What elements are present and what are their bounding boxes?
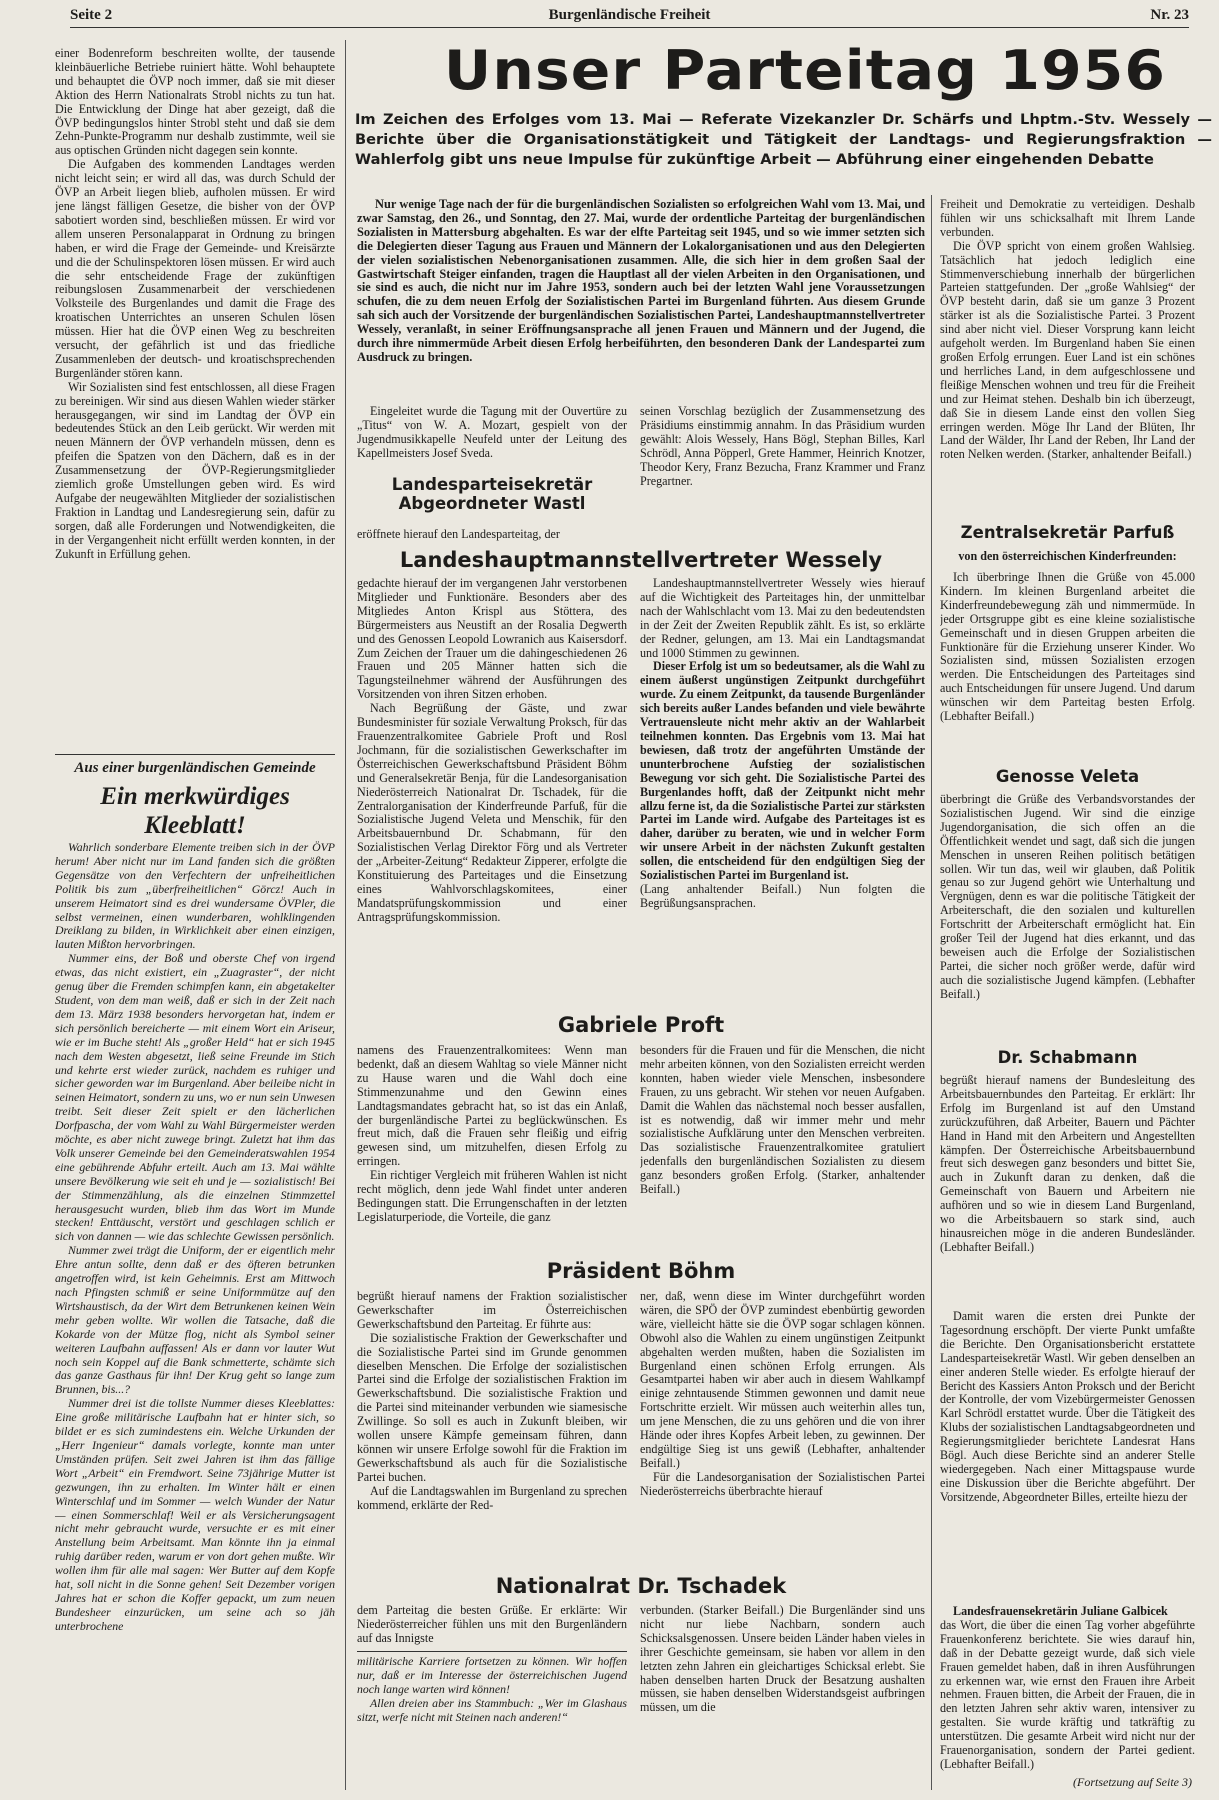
lead-paragraph bbox=[357, 198, 925, 365]
paragraph-proft-left: namens des Frauenzentralkomitees: Wenn man bedenkt, daß an diesem Wahltag so viele Männer nicht zu Hause waren und die Wahl doch eine Stimmenzunahme und den Gewinn eines Landtagsmandates gebracht hat, so ist das ein Anlaß, der burgenländische Partei zu beglückwünschen. Es freut mich, daß die Frauen sehr fleißig und eifrig gewesen sind, um mitzuhelfen, diesen Erfolg zu erringen. bbox=[357, 1044, 627, 1169]
paragraph-right-2: Die ÖVP spricht von einem großen Wahlsieg. Tatsächlich hat jedoch lediglich eine Stimmenverschiebung innerhalb der bürgerlichen Parteien stattgefunden. Der „große Wahlsieg“ der ÖVP besteht darin, daß sie um ganze 3 Prozent stärker ist als die Sozialistische Partei. 3 Prozent sind aber nicht viel. Dieser Vorsprung kann leicht aufgeholt werden. Im Burgenland haben Sie einen großen Erfolg errungen. Euer Land ist ein schönes und herrliches Land, in dem aufgeschlossene und fleißige Menschen wohnen und treu für die Freiheit und zur Heimat stehen. Deshalb bin ich überzeugt, daß Sie in diesem Lande einst den vollen Sieg erringen werden. Möge Ihr Land der Blüten, Ihr Land der Wälder, Ihr Land der Reben, Ihr Land der roten Nelken werden. (Starker, anhaltender Beifall.) bbox=[940, 238, 1195, 462]
paragraph-wessely-left: gedachte hierauf der im vergangenen Jahr verstorbenen Mitglieder und Funktionäre. Besonders aber des Mitgliedes Anton Krispl aus Stöttera, des Bürgermeisters aus Neustift an der Rosalia Degwerth und des Genossen Leopold Lowranich aus Kaisersdorf. Zum Zeichen der Trauer um die dahingeschiedenen 26 Frauen und 205 Männer hatten sich die Tagungsteilnehmer während der Ausführungen des Vorsitzenden von ihren Sitzen erhoben. bbox=[357, 577, 627, 702]
column-rule bbox=[345, 40, 346, 1790]
heading-proft: Gabriele Proft bbox=[557, 1013, 725, 1037]
continued-note[interactable]: (Fortsetzung auf Seite 3) bbox=[1073, 1775, 1192, 1789]
paragraph-boehm-left: begrüßt hierauf namens der Fraktion sozialistischer Gewerkschafter im Österreichischen Gewerkschaftsbund den Parteitag. Er führte aus: bbox=[357, 1290, 627, 1331]
paragraph-guests: Nach Begrüßung der Gäste, und zwar Bundesminister für soziale Verwaltung Proksch, für das Frauenzentralkomitee Gabriele Proft und Rosl Jochmann, für die sozialistischen Gewerkschafter im Österreichischen Gewerkschaftsbund Präsident Böhm und Generalsekretär Benja, für die Landesorganisation Niederösterreich Nationalrat Dr. Tschadek, für die Zentralorganisation der Kinderfreunde Parfuß, für die Sozialistische Jugend Veleta und Menschik, für den Arbeitsbauernbund Dr. Schabmann, für den Sozialistischen Verlag Direktor Förg und als Vertreter der „Arbeiter-Zeitung“ Redakteur Zipperer, erfolgte die Konstituierung des Parteitages und die Einsetzung eines Wahlvorschlagskomitees, einer Mandatsprüfungskommission und einer Antragsprüfungskommission. bbox=[357, 701, 627, 924]
parfuss-subhead: von den österreichischen Kinderfreunden: bbox=[958, 549, 1177, 563]
heading-tschadek: Nationalrat Dr. Tschadek bbox=[495, 1574, 787, 1598]
paragraph-veleta: überbringt die Grüße des Verbandsvorstandes der Sozialistischen Jugend. Wir sind die einzige Jugendorganisation, die sich offen an die Öffentlichkeit wendet und sagt, daß sich die jungen Menschen in unseren Reihen politisch betätigen sollen. Wir tun das, weil wir glauben, daß Politik genau so zur Jugend gehört wie Unterhaltung und Vergnügen, denn es war die politische Tätigkeit der Arbeiterschaft, die den sozialen und kulturellen Fortschritt der Arbeiterschaft ermöglicht hat. Ein großer Teil der Jugend hat dies erkannt, und das beweisen auch die Erfolge der Sozialistischen Partei, die sicher noch größer werde, dafür wird auch die sozialistische Jugend kämpfen. (Lebhafter Beifall.) bbox=[940, 793, 1195, 1001]
heading-schabmann: Dr. Schabmann bbox=[997, 1048, 1138, 1067]
heading-boehm: Präsident Böhm bbox=[546, 1259, 736, 1283]
mid-col-h bbox=[640, 1290, 925, 1570]
right-col-e bbox=[940, 1310, 1195, 1605]
paragraph-schabmann: begrüßt hierauf namens der Bundesleitung des Arbeitsbauernbundes den Parteitag. Er erklärt: Ihr Erfolg im Burgenland ist auf den Umstand zurückzuführen, daß Arbeiter, Bauern und Pächter Hand in Hand mit den Arbeitern und Angestellten kämpfen. Der Österreichische Arbeitsbauernbund freut sich deswegen ganz besonders und bittet Sie, auch in Zukunft daran zu denken, daß die Gemeinschaft von Bauern und Arbeitern nie aufhören und so wie in diesem Land Burgenland, wo die Arbeitsbauern so stark sind, auch hinausreichen möge in die anderen Bundesländer. (Lebhafter Beifall.) bbox=[940, 1074, 1195, 1254]
paragraph-opening: Eingeleitet wurde die Tagung mit der Ouvertüre zu „Titus“ von W. A. Mozart, gespielt von der Jugendmusikkapelle Neufeld unter der Leitung des Kapellmeisters Josef Sveda. bbox=[357, 405, 627, 460]
paragraph-berichte: Damit waren die ersten drei Punkte der Tagesordnung erschöpft. Der vierte Punkt umfaßte die Berichte. Den Organisationsbericht erstattete Landesparteisekretär Wastl. Wir geben denselben an einer anderen Stelle wieder. Es erfolgte hierauf der Bericht des Kassiers Anton Proksch und der Bericht der Kontrolle, der vom Vizebürgermeister Genossen Karl Schrödl erstattet wurde. Über die Tätigkeit des Klubs der sozialistischen Landtagsabgeordneten und Regierungsmitglieder berichtete Landesrat Hans Bögl. Auch diese Berichte sind an anderer Stelle wiedergegeben. Nach einer Mittagspause wurde eine Diskussion über die Berichte abgeführt. Der Vorsitzende, Abgeordneter Billes, erteilte hiezu der bbox=[940, 1310, 1195, 1504]
paragraph-tschadek-left: dem Parteitag die besten Grüße. Er erklärte: Wir Niederösterreicher fühlen uns mit den Burgenländern auf das Innigste bbox=[357, 1604, 627, 1645]
mid-col-a2 bbox=[357, 528, 627, 544]
article-paragraph: Die Aufgaben des kommenden Landtages werden nicht leicht sein; er wird all das, was durch Schuld der ÖVP an Arbeit liegen blieb, aufholen müssen. Er wird jene längst fälligen Gesetze, die bisher von der ÖVP sabotiert worden sind, beschließen müssen. Er wird vor allem unseren Personalapparat in Ordnung zu bringen haben, er wird die Frage der Gemeinde- und Kreisärzte und die der Schulinspektoren lösen müssen. Er wird auch die sehr entscheidende Frage der zukünftigen reibungslosen Zusammenarbeit der verschiedenen Volksteile des Burgenlandes und damit die Frage des kroatischen Unterrichtes an unseren Schulen lösen müssen. Hier hat die ÖVP einen Weg zu beschreiten versucht, der gefährlich ist und das friedliche Zusammenleben der deutsch- und kroatischsprechenden Burgenländer stören kann. bbox=[55, 157, 335, 380]
story-paragraph: Nummer eins, der Boß und oberste Chef von irgend etwas, das nicht existiert, ein „Zuagraster“, der nicht genug über die Fremden schimpfen kann, ein abgetakelter Student, von dem man weiß, daß er sich in der Zeit nach dem 13. März 1938 besonders hervorgetan hat, indem er sich persönlich bereicherte — mit einem Wort ein Ariseur, wie er im Buche steht! Als „großer Held“ hat er sich 1945 nach dem Westen abgesetzt, ließ seine Freunde im Stich und kehrte erst wieder zurück, nachdem es ruhiger und sicher geworden war im Burgenland. Aber beileibe nicht in seinen Heimatort, sondern zu uns, wo er nun sein Unwesen treibt. Seit dieser Zeit spielt er den lächerlichen Dorfpascha, der vom Wahl zu Wahl Bürgermeister werden möchte, es aber nicht zuwege bringt. Zuletzt hat ihm das Volk unserer Gemeinde bei den Gemeinderatswahlen 1954 eine gebührende Abfuhr erteilt. Auch am 13. Mai wählte unsere Bevölkerung wie seit eh und je — sozialistisch! Bei der Stimmenzählung, als die einzelnen Stimmzettel herausgesucht wurden, blieb ihm das Wort im Munde stecken! Enttäuscht, verstört und geschlagen schlich er sich von dannen — wie das schlechte Gewissen persönlich. bbox=[55, 951, 335, 1244]
mid-col-c bbox=[357, 577, 627, 1009]
paragraph-galbicek: das Wort, die über die einen Tag vorher abgeführte Frauenkonferenz berichtete. Sie wies darauf hin, daß in der Debatte gezeigt wurde, daß sich viele Frauen gemeldet haben, daß in ihren Ausführungen zu erkennen war, wie ernst den Frauen ihre Arbeit nehmen. Frauen bitten, die Arbeit der Frauen, die in den letzten Jahren sehr aktiv waren, intensiver zu gestalten. Sie wurde kräftig und tatkräftig zu unterstützen. Die gesamte Arbeit wird nicht nur der Frauenorganisation, sondern der Partei gedient. (Lebhafter Beifall.) bbox=[940, 1617, 1195, 1771]
right-col-a bbox=[940, 198, 1195, 578]
story-paragraph: Nummer drei ist die tollste Nummer dieses Kleeblattes: Eine große militärische Laufbahn hat er hinter sich, so bildet er es sich zumindestens ein. Welche Urkunden der „Herr Ingenieur“ damals vorlegte, konnte man unter Umständen prüfen. Seit zwei Jahren ist ihm das fällige Wort „Arbeit“ ein Fremdwort. Seine 73jährige Mutter ist gezwungen, ihn zu erhalten. Im Winter hält er einen Winterschlaf und im Sommer — welch Wunder der Natur — einen Sommerschlaf! Weil er als Versicherungsagent nicht mehr gebraucht wurde, versuchte er es mit einer Anstellung beim Arbeitsamt. Man könnte ihn ja einmal ruhig darüber reden, warum er von dort gehen mußte. Wir wollen ihm für alle mal sagen: Wer Butter auf dem Kopfe hat, soll nicht in die Sonne gehen! Seit Dezember vorigen Jahres hat er schon die Koffer gepackt, um zum neuen Bundesheer einzurücken, um seine ach so jäh unterbrochene bbox=[55, 1396, 335, 1633]
paragraph-proft-right: besonders für die Frauen und für die Menschen, die nicht mehr arbeiten können, von den Sozialisten erreicht werden konnten, haben wieder viele Menschen, insbesondere Frauen, zu uns gebracht. Wir stehen vor neuen Aufgaben. Damit die Wahlen das nächstemal noch besser ausfallen, ist es notwendig, daß wir immer mehr und mehr sozialistische Aufklärung unter den Menschen verbreiten. Das sozialistische Frauenzentralkomitee gratuliert jedenfalls den burgenländischen Sozialisten zu diesem ganz besonders großen Erfolg. (Starker, anhaltender Beifall.) bbox=[640, 1044, 925, 1197]
paragraph-wessely-bold: Dieser Erfolg ist um so bedeutsamer, als die Wahl zu einem äußerst ungünstigen Zeitpunkt durchgeführt wurde. Zu einem Zeitpunkt, da tausende Burgenländer sich bereits außer Landes befanden und viele bewährte Vertrauensleute nicht mehr aktiv an der Wahlarbeit teilnehmen konnten. Das Ergebnis vom 13. Mai hat bewiesen, daß trotz der angeführten Umstände der ununterbrochene Aufstieg der sozialistischen Bewegung vor sich geht. Die Sozialistische Partei des Burgenlandes hofft, daß der Zeitpunkt nicht mehr allzu ferne ist, da die Sozialistische Partei zur stärksten Partei im Lande wird. Aufgabe des Parteitages ist es daher, darüber zu beraten, wie und in welcher Form wir unsere Arbeit in der nächsten Zukunft gestalten sollen, die entscheidend für den endgültigen Sieg der Sozialistischen Partei im Burgenland ist. bbox=[640, 659, 925, 883]
story-paragraph: Wahrlich sonderbare Elemente treiben sich in der ÖVP herum! Aber nicht nur im Land fanden sich die größten Gegensätze von den Verfechtern der unfreiheitlichen Politik bis zum „überfreiheitlichen“ Görcz! Auch in unserem Heimatort sind es drei wundersame ÖVPler, die selbst vermeinen, einen wunderbaren, wohlklingenden Dreiklang zu bilden, in Wirklichkeit aber einen einzigen, lauten Mißton hervorbringen. bbox=[55, 841, 335, 952]
paragraph-wastl: eröffnete hierauf den Landesparteitag, der bbox=[357, 528, 560, 541]
issue-number: Nr. 23 bbox=[1150, 7, 1189, 23]
mid-col-f bbox=[640, 1044, 925, 1256]
divider bbox=[55, 754, 335, 755]
page-header bbox=[70, 6, 1189, 28]
right-col-f bbox=[940, 1605, 1195, 1773]
right-col-c bbox=[940, 793, 1195, 1041]
paragraph-applause: (Lang anhaltender Beifall.) Nun folgten die Begrüßungsansprachen. bbox=[640, 881, 925, 910]
heading-veleta: Genosse Veleta bbox=[995, 767, 1140, 786]
paragraph-wessely-right: Landeshauptmannstellvertreter Wessely wies hierauf auf die Wichtigkeit des Parteitages hin, der unmittelbar nach der Wahlschlacht vom 13. Mai zu den bedeutendsten in der Zeit der Zweiten Republik zählt. Es ist, so erklärte der Redner, gelungen, am 13. Mai ein Landtagsmandat und 1000 Stimmen zu gewinnen. bbox=[640, 577, 925, 660]
story-end: militärische Karriere fortsetzen zu können. Wir hoffen nur, daß er im Interesse der österreichischen Jugend noch lange warten wird können! bbox=[357, 1655, 627, 1696]
paragraph-praesidium: seinen Vorschlag bezüglich der Zusammensetzung des Präsidiums einstimmig annahm. In das Präsidium wurden gewählt: Alois Wessely, Hans Bögl, Stephan Billes, Karl Schrödl, Anna Pöpperl, Grete Hammer, Heinrich Knotzer, Theodor Kery, Franz Bezucha, Franz Krammer und Franz Pregartner. bbox=[640, 405, 925, 488]
lead-text: Nur wenige Tage nach der für die burgenländischen Sozialisten so erfolgreichen Wahl vom 13. Mai, und zwar Samstag, den 26., und Sonntag, den 27. Mai, wurde der ordentliche Parteitag der burgenländischen Sozialisten in Mattersburg abgehalten. Es war der elfte Parteitag seit 1945, und so wie immer setzten sich die Delegierten dieser Tagung aus Frauen und Männern der Lokalorganisationen und aus den Delegierten der vielen sozialistischen Nebenorganisationen zusammen. Alle, die sich hier in dem großen Saal der Gastwirtschaft Steiger einfanden, tragen die Hauptlast all der vielen Arbeiten in den Organisationen, und sie sind es auch, die nicht nur im Jahre 1953, sondern auch bei der letzten Wahl jene Voraussetzungen schufen, die zu dem neuen Erfolg der Sozialistischen Partei im Burgenland führten. Aus diesem Grunde sah sich auch der Vorsitzende der burgenländischen Sozialistischen Partei, Landeshauptmannstellvertreter Wessely, veranlaßt, in seiner Eröffnungsansprache all jenen Frauen und Männern und der Jugend, die durch ihre nimmermüde Arbeit diesen Erfolg herbeiführten, den besonderen Dank der Landespartei zum Ausdruck zu bringen. bbox=[357, 197, 925, 364]
mid-col-b bbox=[640, 405, 925, 545]
paragraph-right-1: Freiheit und Demokratie zu verteidigen. Deshalb fühlen wir uns schicksalhaft mit Ihrem Lande verbunden. bbox=[940, 198, 1195, 239]
paragraph-boehm-right: ner, daß, wenn diese im Winter durchgeführt worden wären, die SPÖ der ÖVP zumindest ebenbürtig geworden wäre, vielleicht hätte sie die ÖVP sogar schlagen können. Obwohl also die Wahlen zu einem ungünstigen Zeitpunkt abgehalten werden mußten, haben die Sozialisten im Burgenland einen schönen Erfolg errungen. Als Gesamtpartei haben wir aber auch in diesem Wahlkampf einige zehntausende Stimmen gewonnen und damit neue Fortschritte erzielt. Wir müssen auch weiterhin alles tun, um jene Menschen, die zu uns gehören und die von ihrer Hände oder ihres Kopfes Arbeit leben, zu gewinnen. Der endgültige Sieg ist uns gewiß (Lebhafter, anhaltender Beifall.) bbox=[640, 1290, 925, 1470]
story-moral: Allen dreien aber ins Stammbuch: „Wer im Glashaus sitzt, werfe nicht mit Steinen nach anderen!“ bbox=[357, 1695, 627, 1724]
paragraph-parfuss: Ich überbringe Ihnen die Grüße von 45.000 Kindern. Im kleinen Burgenland arbeitet die Kinderfreundebewegung zäh und nimmermüde. In jeder Ortsgruppe gibt es eine kleine sozialistische Gemeinschaft und in diesen Gruppen arbeiten die Funktionäre für die Erziehung unserer Kinder. Wo Sozialisten sind, müssen Sozialisten erzogen werden. Die Entscheidungen des Parteitages sind auch Entscheidungen für unsere Jugend. Und darum wünschen wir dem Parteitag besten Erfolg. (Lebhafter Beifall.) bbox=[940, 571, 1195, 724]
mid-col-j bbox=[357, 1655, 627, 1795]
main-headline: Unser Parteitag 1956 bbox=[443, 39, 1167, 102]
right-col-b bbox=[940, 571, 1195, 761]
mid-col-d bbox=[640, 577, 925, 1009]
story-title: Ein merkwürdiges Kleeblatt! bbox=[100, 783, 290, 839]
heading-wessely: Landeshauptmannstellvertreter Wessely bbox=[399, 548, 883, 572]
paragraph-tschadek-right: verbunden. (Starker Beifall.) Die Burgenländer sind uns nicht nur liebe Nachbarn, sondern auch Schicksalsgenossen. Unsere beiden Länder haben vieles in ihrer Geschichte gemeinsam, sie haben vor allem in den letzten zehn Jahren ein gleichartiges Schicksal erlebt. Sie haben denselben harten Druck der Besatzung aushalten müssen, sie haben denselben Widerstandsgeist aufbringen müssen, um die bbox=[640, 1604, 925, 1715]
paragraph-proft-left2: Ein richtiger Vergleich mit früheren Wahlen ist nicht recht möglich, denn jede Wahl findet unter anderen Bedingungen statt. Die Errungenschaften in der letzten Legislaturperiode, die Vorteile, die ganz bbox=[357, 1168, 627, 1224]
right-col-d bbox=[940, 1074, 1195, 1310]
paragraph-boehm-left2: Die sozialistische Fraktion der Gewerkschafter und die Sozialistische Partei sind im Grunde genommen dieselben Menschen. Die Erfolge der sozialistischen Partei sind die Erfolge der sozialistischen Fraktion im Gewerkschaftsbund. Die sozialistische Fraktion und die Partei sind miteinander verbunden wie siamesische Zwillinge. So soll es auch in Zukunft bleiben, wir wollen unsere Kämpfe gemeinsam führen, dann können wir unsere Erfolge sowohl für die Fraktion im Gewerkschaftsbund als auch für die Sozialistische Partei buchen. bbox=[357, 1330, 627, 1484]
heading-parfuss: Zentralsekretär Parfuß bbox=[960, 523, 1175, 542]
story-paragraph: Nummer zwei trägt die Uniform, der er eigentlich mehr Ehre antun sollte, denn daß er des öfteren betrunken angetroffen wird, ist kein Geheimnis. Erst am Mittwoch nach Pfingsten schmiß er seine Uniformmütze auf den Wirtshaustisch, da der Wirt dem Betrunkenen keinen Wein mehr geben wollte. Wir wollen die Tatsache, daß die Kokarde von der Mütze flog, nicht als Symbol seiner weiteren Laufbahn auffassen! Als er dann vor lauter Wut noch sein Koppel auf die Bank schmetterte, schämte sich das ganze Gasthaus für ihn! Der Krug geht so lange zum Brunnen, bis...? bbox=[55, 1243, 335, 1397]
mid-col-g bbox=[357, 1290, 627, 1570]
newspaper-title: Burgenländische Freiheit bbox=[548, 7, 711, 23]
mid-col-e bbox=[357, 1044, 627, 1256]
paragraph-boehm-right2: Für die Landesorganisation der Sozialistischen Partei Niederösterreichs überbrachte hierauf bbox=[640, 1469, 925, 1498]
left-column-story bbox=[55, 841, 335, 1796]
heading-wastl: Landesparteisekretär Abgeordneter Wastl bbox=[391, 475, 593, 513]
story-kicker: Aus einer burgenländischen Gemeinde bbox=[74, 760, 316, 776]
article-paragraph: Wir Sozialisten sind fest entschlossen, all diese Fragen zu bereinigen. Wir sind aus diesen Wahlen wieder stärker herausgegangen, wir sind im Landtag der ÖVP ein bedeutendes Stück an den Leib gerückt. Wir werden mit neuen Männern der ÖVP verhandeln müssen, denn es pfeifen die Spatzen von den Dächern, daß es in der Zusammensetzung der ÖVP-Regierungsmitglieder ziemlich große Umstellungen geben wird. Es wird Aufgabe der neugewählten Mitglieder der sozialistischen Fraktion in Landtag und Landesregierung sein, dafür zu sorgen, daß alle Forderungen und Notwendigkeiten, die in der Vergangenheit nicht erfüllt werden konnten, in der Zukunft in Erfüllung gehen. bbox=[55, 379, 335, 561]
article-continuation: einer Bodenreform beschreiten wollte, der tausende kleinbäuerliche Betriebe ruiniert hätte. Wohl behauptete und behauptet die ÖVP noch immer, daß sie mit dieser Aktion des Herrn Nationalrats Strobl nichts zu tun hat. Die Entwicklung der Dinge hat aber gezeigt, daß die ÖVP bedingungslos hinter Strobl steht und daß sie dem Zehn-Punkte-Programm nur deshalb zustimmte, weil sie aus optischen Gründen nicht dagegen sein konnte. bbox=[55, 47, 335, 158]
page-number: Seite 2 bbox=[70, 7, 113, 23]
galbicek-lead: Landesfrauensekretärin Juliane Galbicek bbox=[953, 1605, 1168, 1618]
left-column-top bbox=[55, 47, 335, 747]
column-rule bbox=[931, 195, 932, 1790]
divider bbox=[357, 1651, 627, 1652]
sub-headline: Im Zeichen des Erfolges vom 13. Mai — Referate Vizekanzler Dr. Schärfs und Lhptm.-Stv. Wessely — Berichte über die Organisationstätigkeit und Tätigkeit der Landtags- und Regierungsfraktion — Wahlerfolg gibt uns neue Impulse für zukünftige Arbeit — Abführung einer eingehenden Debatte bbox=[355, 111, 1212, 168]
paragraph-boehm-left3: Auf die Landtagswahlen im Burgenland zu sprechen kommend, erklärte der Red- bbox=[357, 1483, 627, 1512]
mid-col-i bbox=[357, 1604, 627, 1650]
mid-col-k bbox=[640, 1604, 925, 1794]
